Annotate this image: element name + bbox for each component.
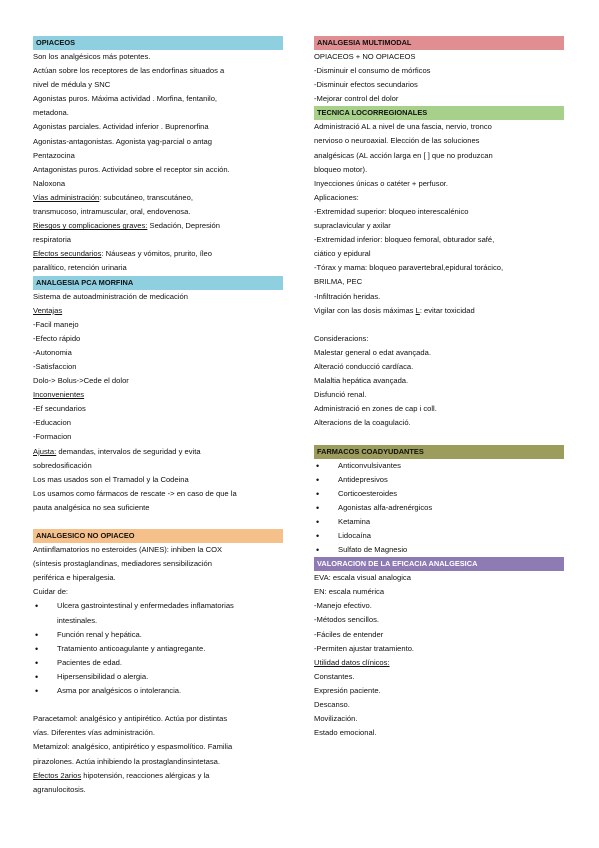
- bullet-item: [33, 670, 283, 684]
- spacer: [314, 318, 564, 332]
- bullet-text: Asma por analgésicos o intolerancia.: [57, 686, 182, 696]
- text-line: Disfunció renal.: [314, 390, 367, 400]
- text-line: Inyecciones únicas o catéter + perfusor.: [314, 178, 449, 188]
- text-line: Movilización.: [314, 714, 358, 724]
- right-column: [314, 36, 564, 740]
- text-line: Alteracions de la coagulació.: [314, 418, 411, 428]
- text-line: paralítico, retención urinaria: [33, 263, 127, 273]
- vigilar-underlined: L: [415, 305, 420, 315]
- text-line: bloqueo motor).: [314, 164, 368, 174]
- list-item: -Facil manejo: [33, 319, 79, 329]
- bullet-item: [314, 487, 564, 501]
- valoracion-body: [314, 571, 564, 740]
- text-line: Administració en zones de cap i coll.: [314, 404, 437, 414]
- utilidad-label: Utilidad datos clínicos:: [314, 657, 390, 667]
- text-line: analgésicas (AL acción larga en [ ] que no produzcan: [314, 150, 493, 160]
- text-line: Antagonistas puros. Actividad sobre el receptor sin acción.: [33, 164, 230, 174]
- bullet-text: Anticonvulsivantes: [338, 460, 401, 470]
- bullet-text: Antidepresivos: [338, 474, 388, 484]
- efectos-label: Efectos secundarios: [33, 249, 102, 259]
- text-line: Malaltia hepática avançada.: [314, 376, 409, 386]
- section-header-coadyuvantes: FARMACOS COADYUDANTES: [314, 445, 564, 459]
- inconvenientes-label: Inconvenientes: [33, 390, 85, 400]
- bullet-item: [314, 501, 564, 515]
- text-line: -Manejo efectivo.: [314, 601, 372, 611]
- text-line: -Extremidad superior: bloqueo interescalénico: [314, 206, 469, 216]
- list-item: -Ef secundarios: [33, 404, 86, 414]
- bullet-item: [314, 473, 564, 487]
- vias-line: [33, 191, 283, 205]
- bullet-item: [314, 529, 564, 543]
- list-item: -Autonomia: [33, 347, 72, 357]
- bullet-text: Agonistas alfa-adrenérgicos: [338, 502, 433, 512]
- text-line: Cuidar de:: [33, 587, 69, 597]
- bullet-text: Ulcera gastrointestinal y enfermedades inflamatorias: [57, 601, 234, 611]
- efectos-text: : Náuseas y vómitos, prurito, íleo: [101, 249, 212, 259]
- text-line: EN: escala numérica: [314, 587, 385, 597]
- bullet-text: Lidocaína: [338, 531, 371, 540]
- bullet-text: Pacientes de edad.: [57, 657, 123, 667]
- no-opiaceo-body: [33, 543, 283, 797]
- text-line: vías. Diferentes vías administración.: [33, 728, 155, 738]
- ventajas-label: Ventajas: [33, 305, 63, 315]
- text-line: pauta analgésica no sea suficiente: [33, 502, 150, 512]
- bullet-text: intestinales.: [57, 615, 98, 625]
- bullet-item: [33, 599, 283, 627]
- text-line: Los usamos como fármacos de rescate -> en caso de que la: [33, 488, 237, 498]
- text-line: -Mejorar control del dolor: [314, 94, 399, 104]
- text-line: metadona.: [33, 108, 69, 118]
- spacer: [33, 698, 283, 712]
- bullet-item: [314, 543, 564, 557]
- vigilar-text: Vigilar con las dosis máximas: [314, 305, 416, 315]
- list-item: -Efecto rápido: [33, 333, 81, 343]
- bullet-text: Corticoesteroides: [338, 488, 398, 498]
- text-line: Estado emocional.: [314, 728, 377, 738]
- efectos-2arios-label: Efectos 2arios: [33, 770, 82, 780]
- multimodal-body: [314, 50, 564, 106]
- text-line: ciático y epidural: [314, 249, 371, 259]
- coadyuvantes-list: [314, 459, 564, 558]
- text-line: Sistema de autoadministración de medicación: [33, 291, 188, 301]
- text-line: BRILMA, PEC: [314, 277, 363, 287]
- text-line: Antiinflamatorios no esteroides (AINES): inhiben la COX: [33, 545, 223, 555]
- text-line: transmucoso, intramuscular, oral, endovenosa.: [33, 207, 191, 217]
- text-line: OPIACEOS + NO OPIACEOS: [314, 52, 416, 61]
- opiaceos-body: [33, 50, 283, 276]
- text-line: Consideracions:: [314, 333, 369, 343]
- text-line: Actúan sobre los receptores de las endorfinas situados a: [33, 66, 225, 76]
- text-line: Expresión paciente.: [314, 685, 381, 695]
- left-column: [33, 36, 283, 797]
- text-line: Son los analgésicos más potentes.: [33, 52, 151, 61]
- vigilar-line: [314, 304, 564, 318]
- text-line: Administració AL a nivel de una fascia, nervio, tronco: [314, 122, 492, 132]
- text-line: Naloxona: [33, 178, 66, 188]
- bullet-item: [314, 459, 564, 473]
- pca-body: [33, 290, 283, 516]
- text-line: Descanso.: [314, 700, 350, 710]
- bullet-text: Función renal y hepática.: [57, 629, 142, 639]
- text-line: Malestar general o edat avançada.: [314, 347, 431, 357]
- list-item: -Formacion: [33, 432, 72, 442]
- section-header-pca: ANALGESIA PCA MORFINA: [33, 276, 283, 290]
- text-line: -Extremidad inferior: bloqueo femoral, obturador safé,: [314, 235, 495, 245]
- text-line: Agonistas puros. Máxima actividad . Morfina, fentanilo,: [33, 94, 218, 104]
- text-line: EVA: escala visual analogica: [314, 573, 411, 583]
- text-line: Alteració conducció cardíaca.: [314, 361, 414, 371]
- ajusta-text: demandas, intervalos de seguridad y evita: [56, 446, 201, 456]
- vigilar-tail: : evitar toxicidad: [419, 305, 475, 315]
- text-line: (síntesis prostaglandinas, mediadores sensibilización: [33, 559, 212, 569]
- text-line: -Fáciles de entender: [314, 629, 384, 639]
- section-header-valoracion: VALORACION DE LA EFICACIA ANALGESICA: [314, 557, 564, 571]
- efectos-2arios-text: hipotensión, reacciones alérgicas y la: [81, 770, 210, 780]
- ajusta-label: Ajusta:: [33, 446, 57, 456]
- text-line: supraclavicular y axilar: [314, 221, 391, 231]
- vias-label: Vías administración: [33, 192, 100, 202]
- text-line: pirazolones. Actúa inhibiendo la prostaglandinsintetasa.: [33, 756, 221, 766]
- cuidar-list: [33, 599, 283, 698]
- text-line: -Métodos sencillos.: [314, 615, 379, 625]
- section-header-no-opiaceo: ANALGESICO NO OPIACEO: [33, 529, 283, 543]
- riesgos-text: Sedación, Depresión: [147, 221, 220, 231]
- text-line: Los mas usados son el Tramadol y la Codeina: [33, 474, 189, 484]
- bullet-text: Tratamiento anticoagulante y antiagregante.: [57, 643, 206, 653]
- text-line: sobredosificación: [33, 460, 92, 470]
- bullet-text: Hipersensibilidad o alergia.: [57, 671, 149, 681]
- text-line: nivel de médula y SNC: [33, 80, 111, 90]
- list-item: Dolo-> Bolus->Cede el dolor: [33, 376, 129, 386]
- vias-text: : subcutáneo, transcutáneo,: [99, 192, 193, 202]
- text-line: -Infiltración heridas.: [314, 291, 381, 301]
- section-header-multimodal: ANALGESIA MULTIMODAL: [314, 36, 564, 50]
- ajusta-line: [33, 445, 283, 459]
- text-line: -Disminuir el consumo de mórficos: [314, 66, 431, 76]
- riesgos-label: Riesgos y complicaciones graves:: [33, 221, 148, 231]
- efectos-line: [33, 247, 283, 261]
- text-line: respiratoria: [33, 235, 71, 245]
- text-line: Paracetamol: analgésico y antipirético. Actúa por distintas: [33, 714, 228, 724]
- bullet-item: [314, 515, 564, 529]
- section-header-locorregionales: TECNICA LOCORREGIONALES: [314, 106, 564, 120]
- bullet-item: [33, 628, 283, 642]
- text-line: Metamizol: analgésico, antipirético y espasmolítico. Familia: [33, 742, 233, 752]
- efectos-2arios-line: [33, 769, 283, 783]
- text-line: Agonistas parciales. Actividad inferior . Buprenorfina: [33, 122, 209, 132]
- spacer: [314, 430, 564, 444]
- text-line: -Tórax y mama: bloqueo paravertebral,epidural torácico,: [314, 263, 504, 273]
- text-line: agranulocitosis.: [33, 784, 86, 794]
- text-line: -Permiten ajustar tratamiento.: [314, 643, 415, 653]
- spacer: [33, 515, 283, 529]
- text-line: Constantes.: [314, 671, 355, 681]
- text-line: -Disminuir efectos secundarios: [314, 80, 418, 90]
- bullet-text: Ketamina: [338, 516, 371, 526]
- text-line: periférica e hiperalgesia.: [33, 573, 116, 583]
- text-line: nervioso o neuroaxial. Elección de las soluciones: [314, 136, 480, 146]
- bullet-item: [33, 656, 283, 670]
- text-line: Pentazocina: [33, 150, 75, 160]
- list-item: -Satisfaccion: [33, 361, 77, 371]
- text-line: Aplicaciones:: [314, 192, 359, 202]
- riesgos-line: [33, 219, 283, 233]
- bullet-item: [33, 642, 283, 656]
- bullet-item: [33, 684, 283, 698]
- list-item: -Educacion: [33, 418, 71, 428]
- text-line: Agonistas-antagonistas. Agonista γag-parcial o antag: [33, 136, 212, 146]
- locorregionales-body: [314, 120, 564, 430]
- section-header-opiaceos: OPIACEOS: [33, 36, 283, 50]
- bullet-text: Sulfato de Magnesio: [338, 545, 408, 555]
